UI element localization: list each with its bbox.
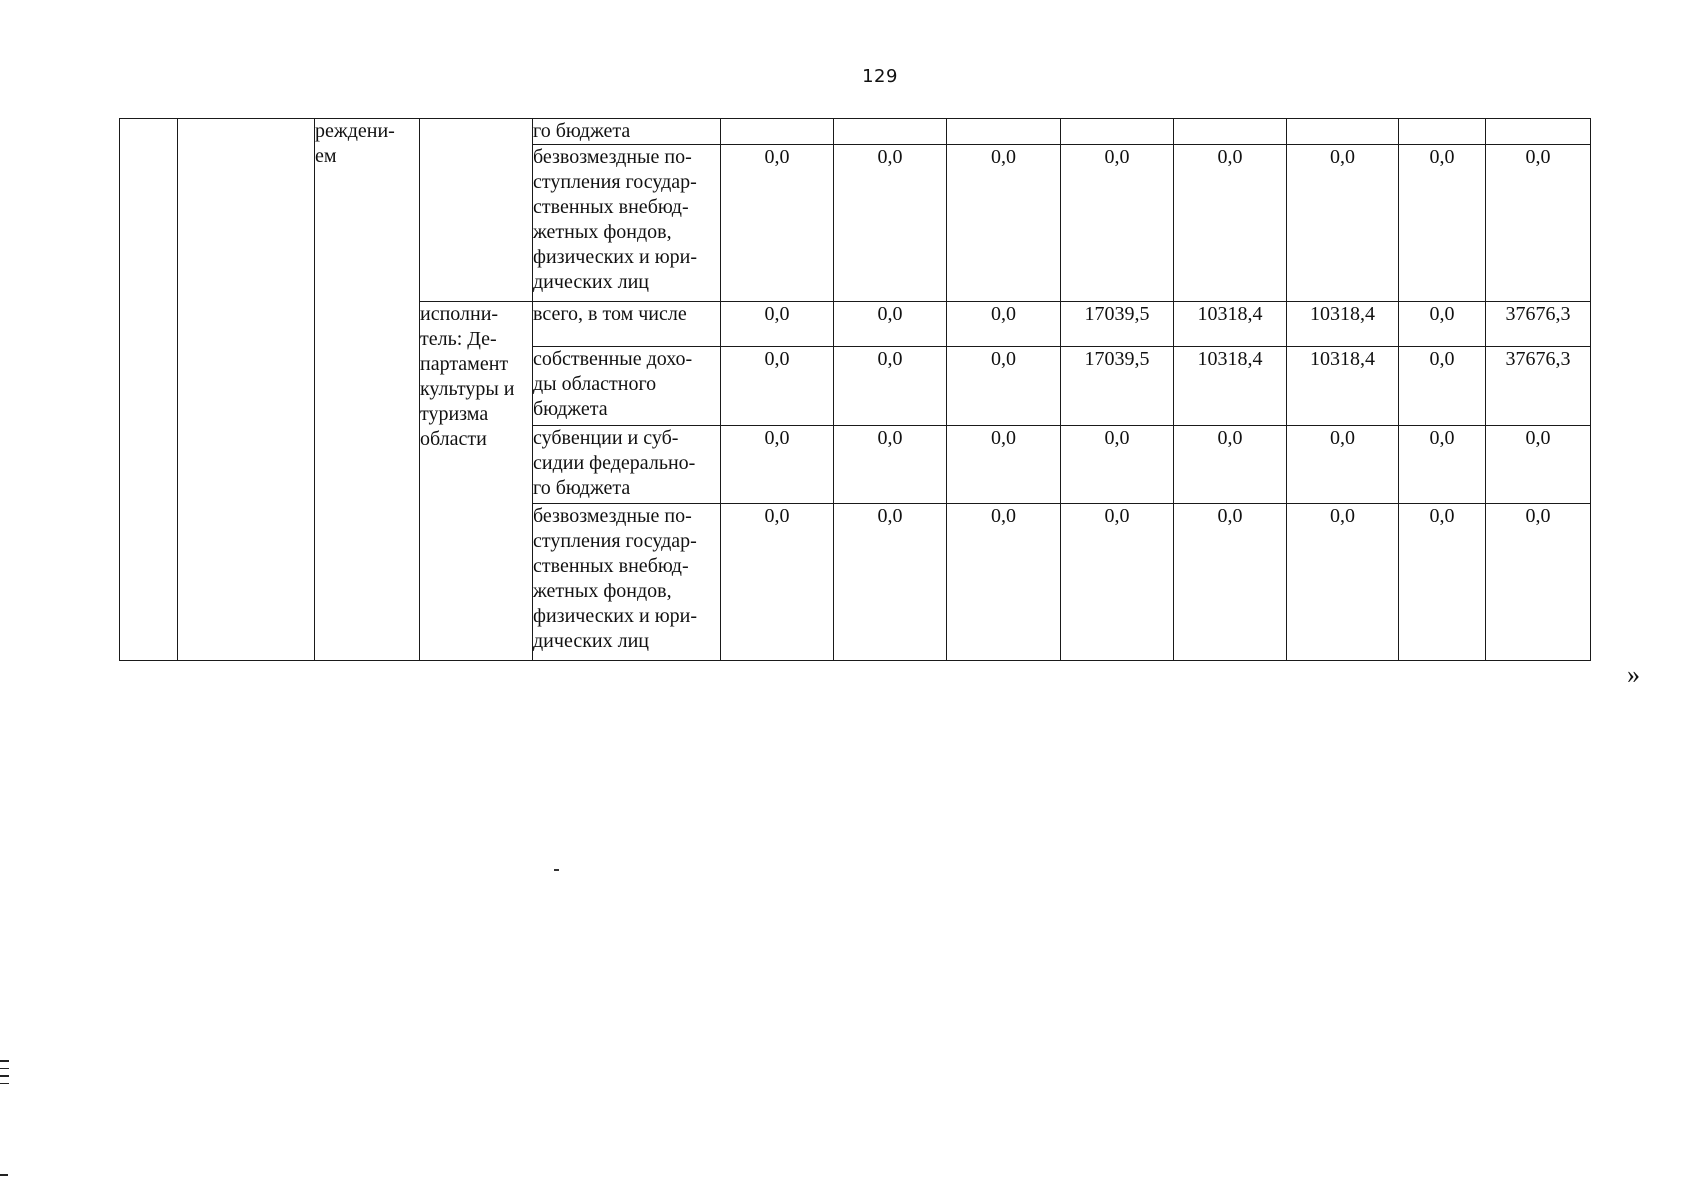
amount-cell: 0,0 [1287,145,1399,302]
amount-cell: 0,0 [1287,504,1399,661]
funding-source-cell: безвозмездные по- ступления государ- ственных внебюд- жетных фондов, физических и юри- дических лиц [533,504,721,661]
funding-source-cell: всего, в том числе [533,302,721,347]
amount-cell: 0,0 [1399,426,1486,504]
amount-cell: 0,0 [834,302,947,347]
amount-cell: 0,0 [947,426,1061,504]
amount-cell: 0,0 [1061,145,1174,302]
amount-cell: 0,0 [721,145,834,302]
edge-mark [0,1174,8,1176]
amount-cell: 0,0 [1486,145,1591,302]
amount-cell: 0,0 [721,302,834,347]
amount-cell [947,119,1061,145]
amount-cell: 0,0 [1061,426,1174,504]
margin-marks [0,1060,9,1090]
amount-cell: 0,0 [1399,302,1486,347]
amount-cell: 0,0 [1399,347,1486,426]
amount-cell: 37676,3 [1486,302,1591,347]
amount-cell: 0,0 [1399,504,1486,661]
amount-cell: 10318,4 [1287,302,1399,347]
amount-cell [834,119,947,145]
funding-source-cell: безвозмездные по- ступления государ- ственных внебюд- жетных фондов, физических и юри- дических лиц [533,145,721,302]
amount-cell: 0,0 [1174,504,1287,661]
budget-table [119,118,1591,661]
amount-cell: 0,0 [721,504,834,661]
amount-cell [1399,119,1486,145]
amount-cell: 10318,4 [1174,302,1287,347]
amount-cell: 0,0 [947,145,1061,302]
amount-cell: 0,0 [947,347,1061,426]
amount-cell: 0,0 [834,347,947,426]
amount-cell [1061,119,1174,145]
amount-cell: 37676,3 [1486,347,1591,426]
empty-name-cell [178,119,315,661]
executor-label-cell: исполни- тель: Де- партамент культуры и туризма области [420,302,533,661]
amount-cell: 10318,4 [1174,347,1287,426]
page-number: 129 [862,66,898,87]
amount-cell [1287,119,1399,145]
amount-cell: 0,0 [947,302,1061,347]
amount-cell: 0,0 [947,504,1061,661]
amount-cell: 0,0 [1287,426,1399,504]
amount-cell: 0,0 [1174,426,1287,504]
amount-cell: 0,0 [1486,504,1591,661]
amount-cell: 0,0 [1061,504,1174,661]
amount-cell: 17039,5 [1061,347,1174,426]
amount-cell: 0,0 [1174,145,1287,302]
funding-source-cell: собственные дохо- ды областного бюджета [533,347,721,426]
amount-cell [721,119,834,145]
funding-source-cell: го бюджета [533,119,721,145]
amount-cell: 0,0 [834,426,947,504]
amount-cell [1174,119,1287,145]
empty-executor-cell [420,119,533,302]
amount-cell: 17039,5 [1061,302,1174,347]
closing-quote-mark: » [1627,660,1640,689]
amount-cell: 0,0 [721,426,834,504]
table-body [120,119,1591,661]
funding-source-cell: субвенции и суб- сидии федерально- го бюджета [533,426,721,504]
amount-cell: 0,0 [834,145,947,302]
amount-cell: 0,0 [1399,145,1486,302]
amount-cell: 0,0 [834,504,947,661]
empty-index-cell [120,119,178,661]
amount-cell [1486,119,1591,145]
amount-cell: 10318,4 [1287,347,1399,426]
amount-cell: 0,0 [721,347,834,426]
table-row [120,119,1591,145]
agency-label-cell: реждени- ем [315,119,420,661]
scan-speck [554,869,559,871]
amount-cell: 0,0 [1486,426,1591,504]
